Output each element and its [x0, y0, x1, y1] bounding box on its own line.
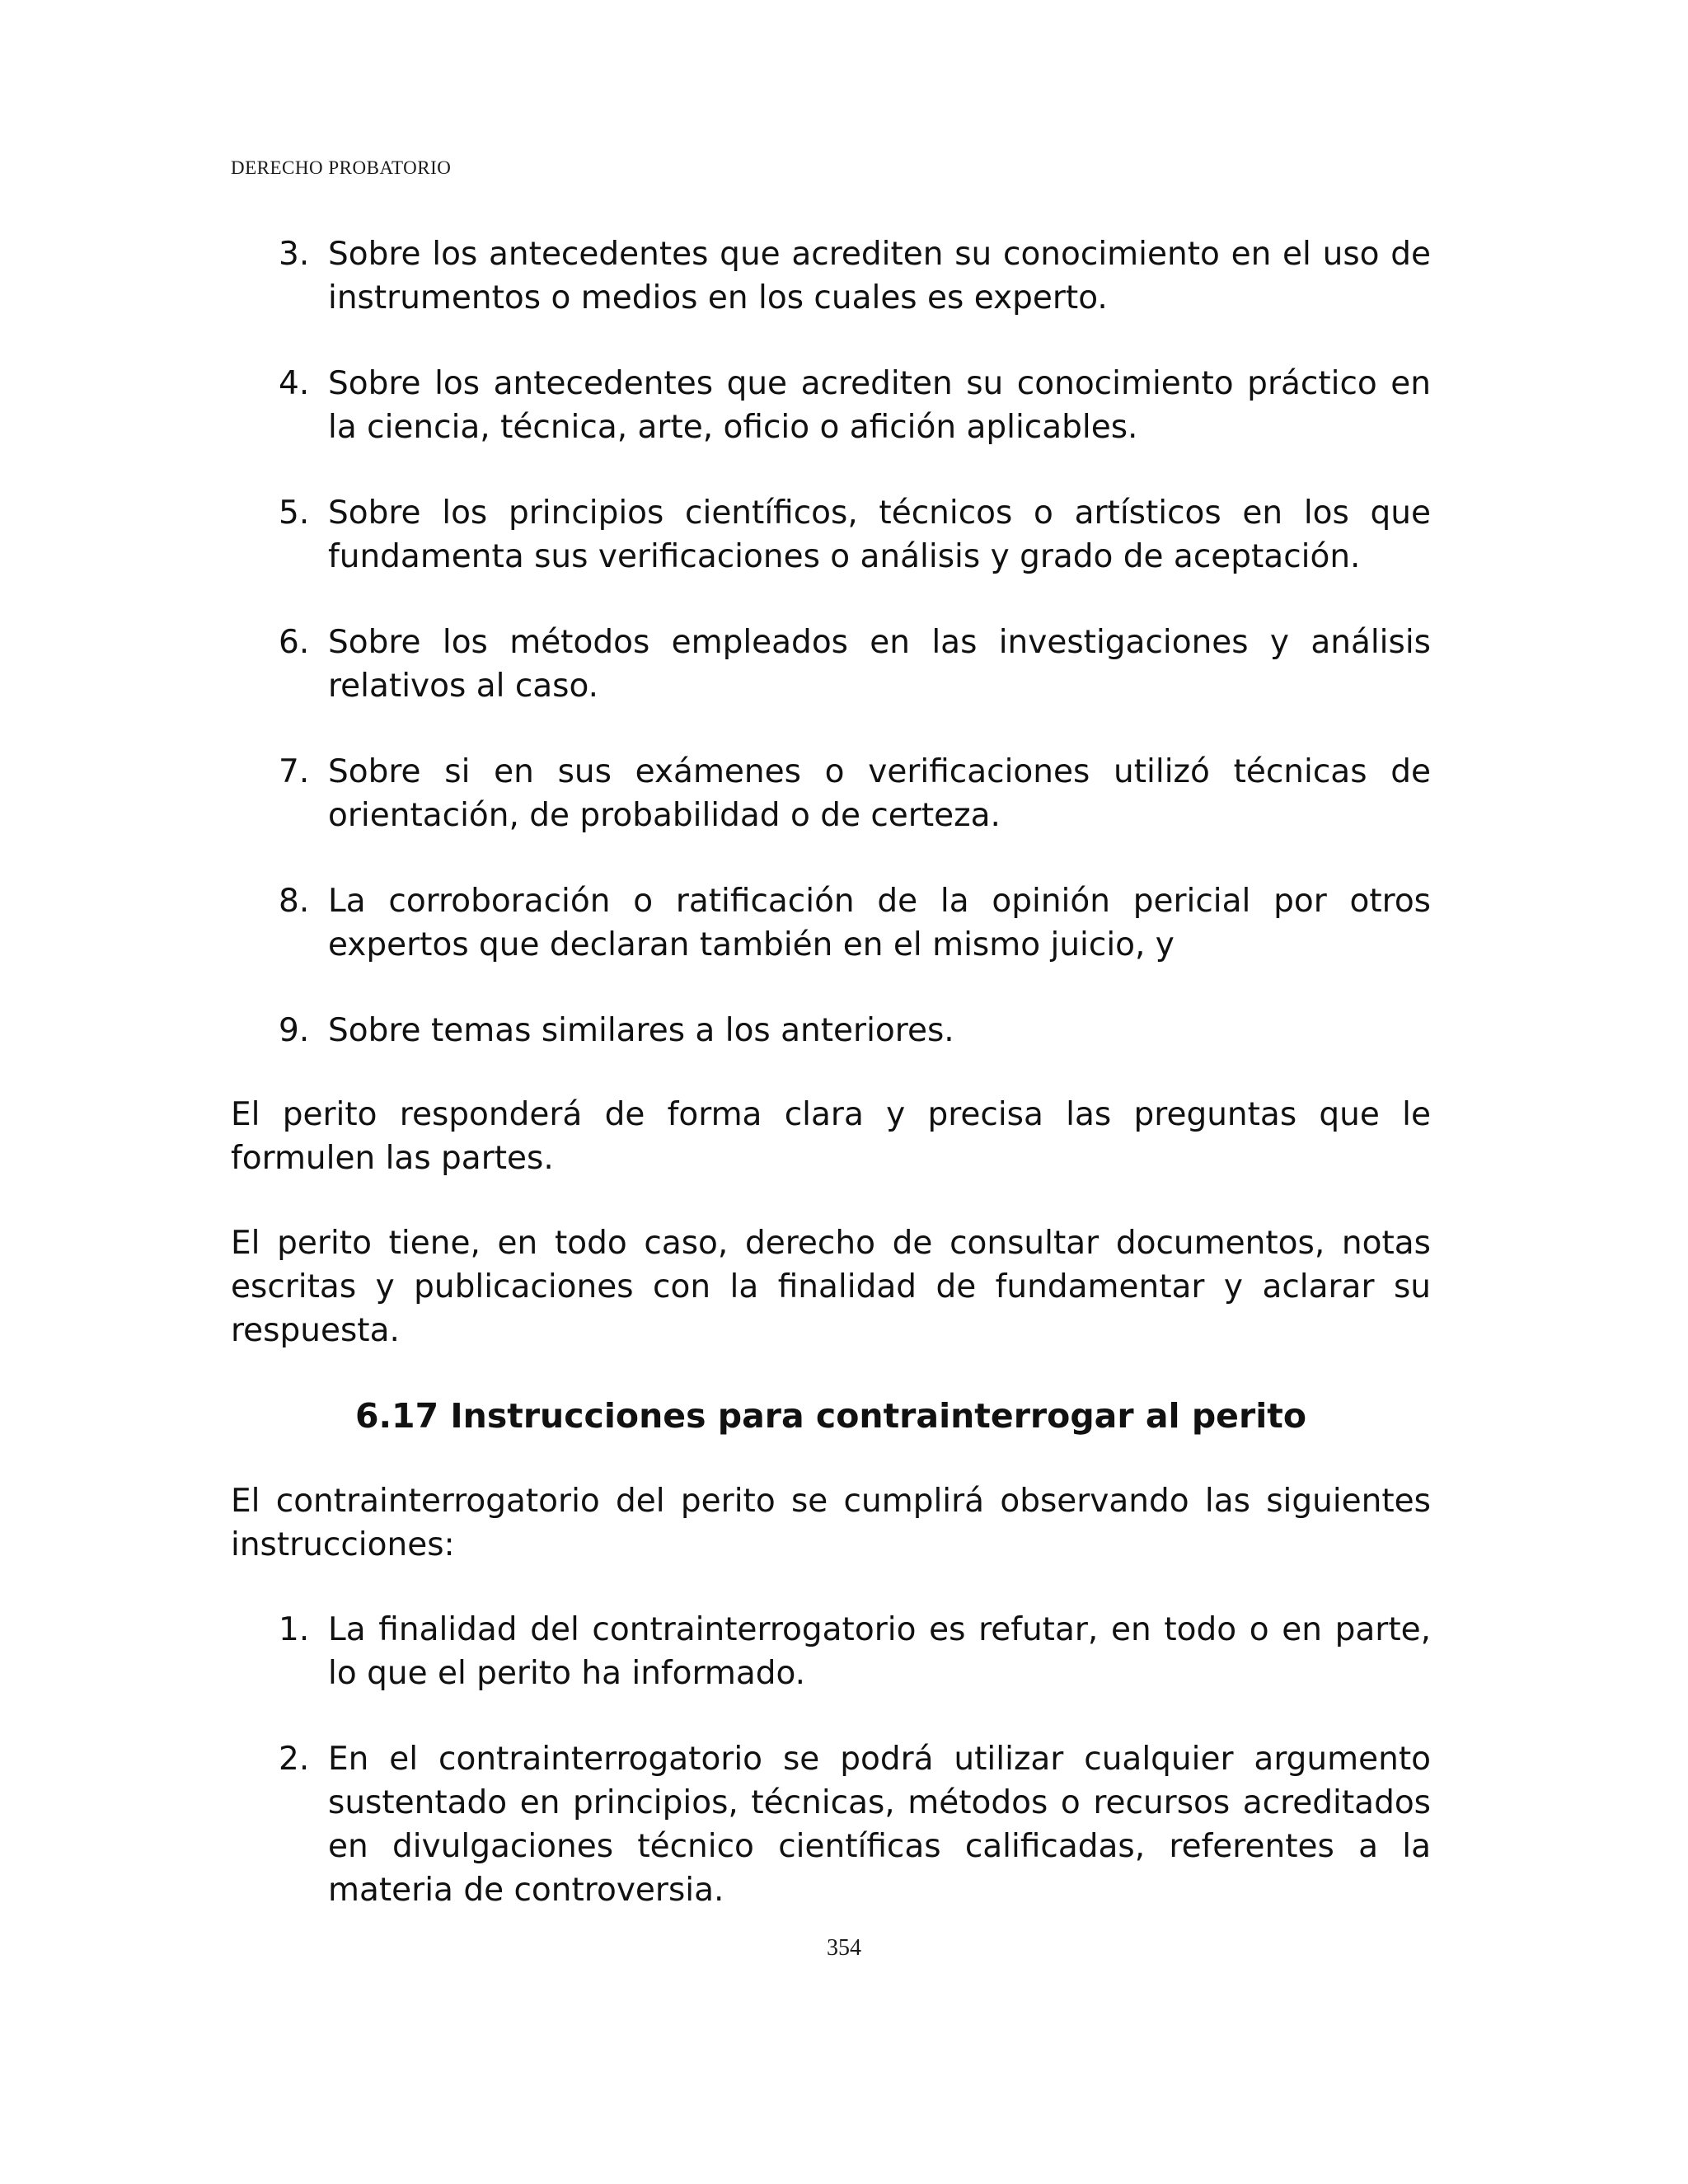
section-heading: 6.17 Instrucciones para contrainterrogar al perito	[354, 1396, 1307, 1436]
list-item	[231, 750, 1431, 837]
list-item-text: La corroboración o ratificación de la opinión pericial por otros expertos que declaran también en el mismo juicio, y	[328, 883, 1431, 963]
list-item-text: Sobre temas similares a los anteriores.	[328, 1012, 954, 1049]
running-header: DERECHO PROBATORIO	[231, 157, 452, 178]
list-item-text: Sobre si en sus exámenes o verificaciones utilizó técnicas de orientación, de probabilidad o de certeza.	[328, 753, 1431, 834]
list-item-number: 3.	[279, 236, 310, 273]
list-item-text: Sobre los principios científicos, técnicos o artísticos en los que fundamenta sus verificaciones o análisis y grado de aceptación.	[328, 494, 1431, 575]
list-item-text: Sobre los antecedentes que acrediten su conocimiento práctico en la ciencia, técnica, arte, oficio o afición aplicables.	[328, 365, 1431, 446]
list-item-text: En el contrainterrogatorio se podrá utilizar cualquier argumento sustentado en principios, técnicas, métodos o recursos acreditados en divulgaciones técnico científicas calificadas, referentes a la materia de controversia.	[328, 1741, 1431, 1909]
list-item-number: 5.	[279, 494, 310, 532]
list-item	[231, 1009, 1431, 1052]
body-paragraph: El perito responderá de forma clara y precisa las preguntas que le formulen las partes.	[231, 1096, 1431, 1177]
list-item	[231, 362, 1431, 449]
page-body	[231, 232, 1431, 1912]
list-item	[231, 621, 1431, 708]
page-number: 354	[827, 1935, 861, 1961]
list-item-text: Sobre los antecedentes que acrediten su conocimiento en el uso de instrumentos o medios en los cuales es experto.	[328, 236, 1431, 316]
list-item-number: 2.	[279, 1741, 310, 1778]
numbered-list-instructions	[231, 1608, 1431, 1912]
section-intro-paragraph: El contrainterrogatorio del perito se cumplirá observando las siguientes instrucciones:	[231, 1483, 1431, 1563]
list-item	[231, 1737, 1431, 1912]
list-item-text: La finalidad del contrainterrogatorio es refutar, en todo o en parte, lo que el perito ha informado.	[328, 1611, 1431, 1692]
list-item	[231, 1608, 1431, 1695]
list-item-text: Sobre los métodos empleados en las investigaciones y análisis relativos al caso.	[328, 624, 1431, 705]
list-item	[231, 491, 1431, 579]
list-item-number: 6.	[279, 624, 310, 661]
numbered-list-questions	[231, 232, 1431, 1052]
list-item-number: 7.	[279, 753, 310, 790]
list-item	[231, 232, 1431, 320]
list-item-number: 8.	[279, 883, 310, 920]
list-item-number: 1.	[279, 1611, 310, 1648]
body-paragraph: El perito tiene, en todo caso, derecho de consultar documentos, notas escritas y publicaciones con la finalidad de fundamentar y aclarar su respuesta.	[231, 1225, 1431, 1349]
list-item	[231, 879, 1431, 967]
list-item-number: 9.	[279, 1012, 310, 1049]
list-item-number: 4.	[279, 365, 310, 402]
